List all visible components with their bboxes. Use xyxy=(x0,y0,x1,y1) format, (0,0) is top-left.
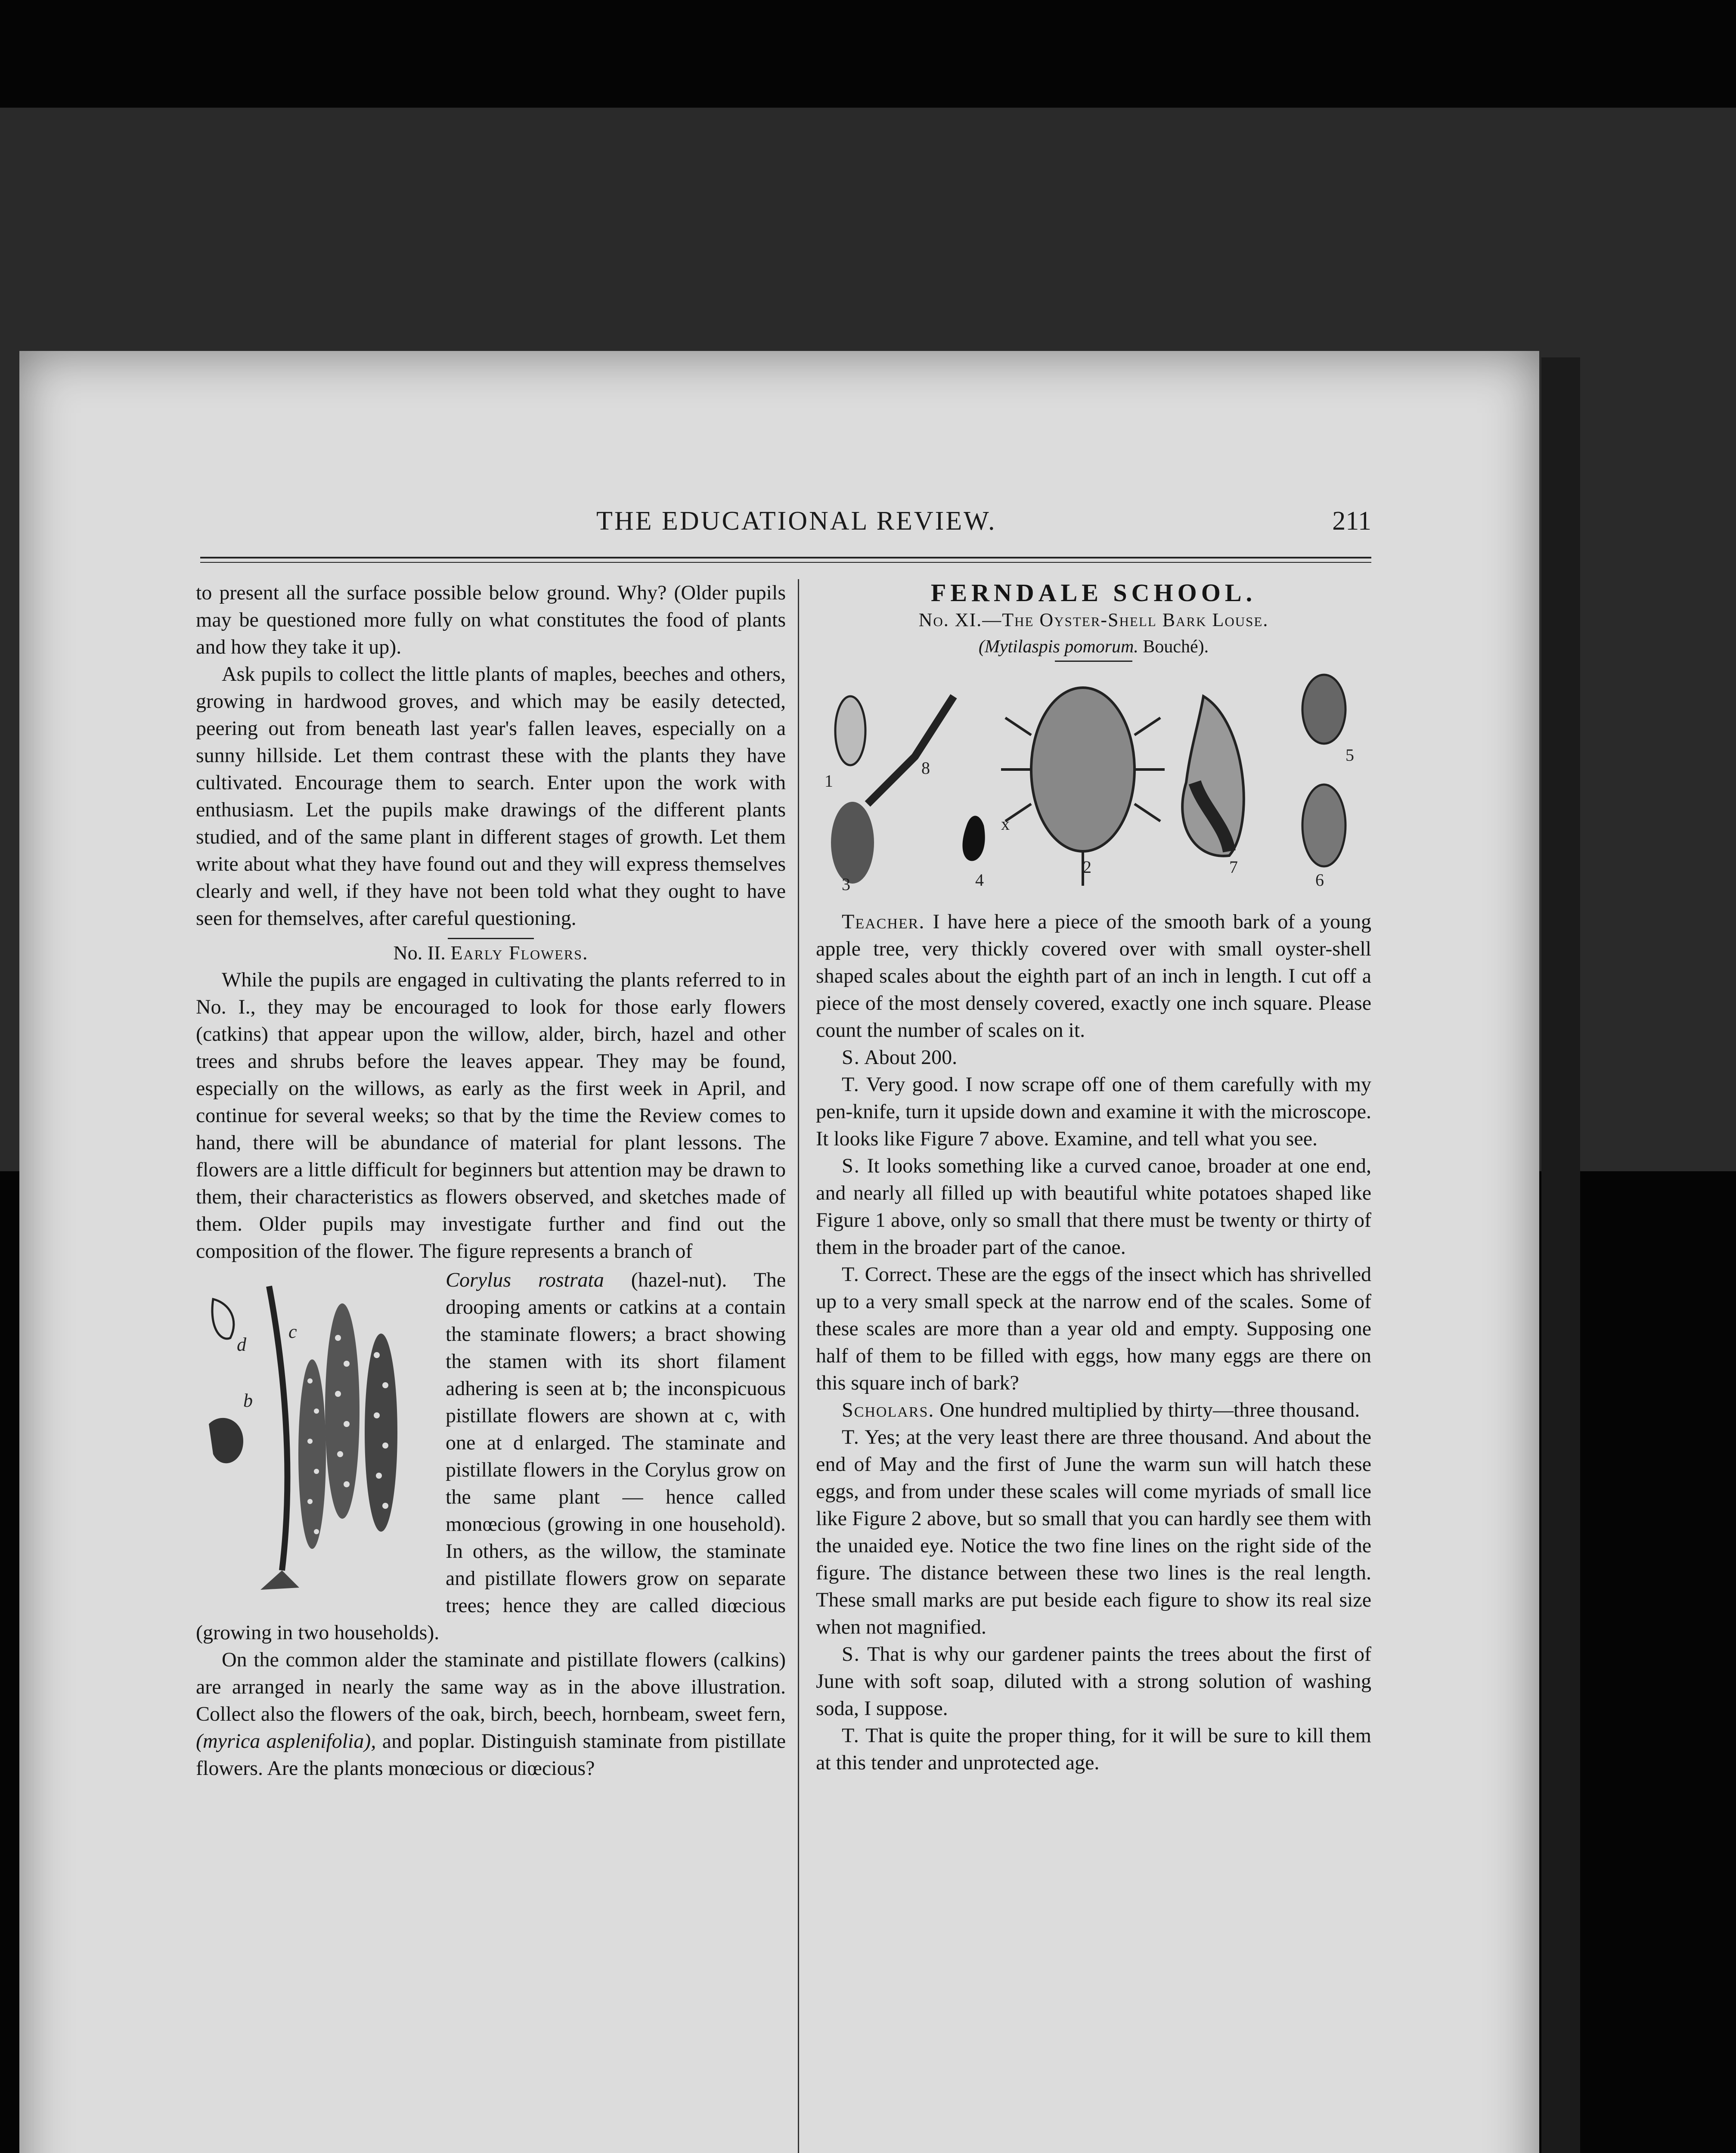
section-title: Early Flowers. xyxy=(450,942,589,964)
figure-label-6: 6 xyxy=(1315,870,1324,890)
header-rule xyxy=(200,557,1371,558)
book-edge xyxy=(1541,357,1580,2153)
header-rule-thin xyxy=(200,562,1371,563)
dialogue-paragraph xyxy=(816,1396,1371,1424)
figure-label-7: 7 xyxy=(1229,857,1238,877)
dialogue-paragraph xyxy=(816,1424,1371,1641)
author-name: Bouché). xyxy=(1143,637,1209,657)
figure-label-1: 1 xyxy=(825,771,833,791)
latin-name-line xyxy=(816,633,1371,661)
figure-label-5: 5 xyxy=(1345,745,1354,765)
figure-label-8: 8 xyxy=(921,758,930,778)
hazel-catkin-illustration xyxy=(196,1269,437,1596)
paragraph xyxy=(196,1646,786,1782)
figure-label-2: 2 xyxy=(1083,857,1091,877)
figure-label-3: 3 xyxy=(842,875,850,894)
left-column xyxy=(196,579,786,1782)
dialogue xyxy=(816,908,1371,1776)
dialogue-text: I have here a piece of the smooth bark of a young apple tree, very thickly covered over with small oyster-shell shaped scales about the eighth part of an inch in length. I cut off a piece of the most densely covered, exactly one inch square. Please count the number of scales on it. xyxy=(816,910,1372,1042)
figure-label-b: b xyxy=(243,1390,253,1411)
heading-rule xyxy=(1055,661,1132,662)
latin-name: (Mytilaspis pomorum. xyxy=(978,637,1138,657)
paragraph-text: While the pupils are engaged in cultivating the plants referred to in No. I., they may be encouraged to look for those early flowers (catkins) that appear upon the willow, alder, birch, hazel and other trees and shrubs before the leaves appear. They may be found, especially on the willows, as early as the first week in April, and continue for several weeks; so that by the time the Review comes to hand, there will be abundance of material for plant lessons. The flowers are a little difficult for beginners but attention may be drawn to them, their characteristics as flowers observed, and sketches made of them. Older pupils may investigate further and find out the composition of the flower. The figure represents a branch of xyxy=(196,968,786,1263)
speaker-label: Teacher. xyxy=(842,910,925,933)
paragraph: to present all the surface possible below ground. Why? (Older pupils may be questioned more fully on what constitutes the food of plants and how they take it up). xyxy=(196,581,786,658)
paragraph-text: On the common alder the staminate and pistillate flowers (calkins) are arranged in nearly the same way as in the above illustration. Collect also the flowers of the oak, birch, beech, hornbeam, sweet fern, xyxy=(196,1648,786,1725)
speaker-label: T. xyxy=(842,1426,860,1449)
right-column xyxy=(816,579,1371,1776)
dialogue-paragraph xyxy=(816,1641,1371,1722)
section-number: No. II. xyxy=(393,942,446,964)
figure-label-d: d xyxy=(237,1334,246,1355)
dialogue-paragraph xyxy=(816,908,1371,1044)
figure-label-x: x xyxy=(1001,814,1010,834)
paragraph-text: and poplar. Distinguish staminate from pistillate flowers. Are the plants monœcious or diœcious? xyxy=(196,1730,786,1780)
speaker-label: S. xyxy=(842,1154,860,1177)
dialogue-text: That is why our gardener paints the trees about the first of June with soft soap, diluted with a strong solution of washing soda, I suppose. xyxy=(816,1643,1372,1720)
page-number: 211 xyxy=(1332,506,1371,536)
speaker-label: T. xyxy=(842,1263,860,1286)
figure-label-4: 4 xyxy=(975,870,984,890)
section-rule xyxy=(448,938,534,939)
speaker-label: T. xyxy=(842,1724,860,1747)
speaker-label: S. xyxy=(842,1046,860,1069)
paragraph-text: (hazel-nut). The drooping aments or catkins at a contain the staminate flowers; a bract showing the stamen with its short filament adhering is seen at b; the inconspicuous pistillate flowers are shown at c, with one at d enlarged. The staminate and pistillate flowers in the Corylus grow on the same plant — hence called monœcious (growing in one household). In others, as the willow, the staminate and pistillate flowers grow on separate trees; hence they are called diœcious (growing in two households). xyxy=(196,1269,786,1644)
dialogue-paragraph xyxy=(816,1044,1371,1071)
bark-louse-illustration xyxy=(816,670,1371,894)
species-name: Corylus rostrata xyxy=(446,1269,604,1291)
dialogue-text: Correct. These are the eggs of the insect which has shrivelled up to a very small speck at the narrow end of the scales. Some of these scales are more than a year old and empty. Supposing one half of them to be filled with eggs, how many eggs are there on this square inch of bark? xyxy=(816,1263,1372,1394)
dialogue-paragraph xyxy=(816,1722,1371,1776)
hazel-figure-block xyxy=(196,1266,786,1646)
dialogue-text: Very good. I now scrape off one of them carefully with my pen-knife, turn it upside down and examine it with the microscope. It looks like Figure 7 above. Examine, and tell what you see. xyxy=(816,1073,1371,1150)
figure-label-c: c xyxy=(288,1321,297,1342)
article-heading: FERNDALE SCHOOL. xyxy=(930,579,1257,607)
paragraph: Ask pupils to collect the little plants of maples, beeches and others, growing in hardwood groves, and which may be easily detected, peering out from beneath last year's fallen leaves, especially on a sunny hillside. Let them contrast these with the plants they have cultivated. Encourage them to search. Enter upon the work with enthusiasm. Let the pupils make drawings of the different plants studied, and of the same plant in different stages of growth. Let them write about what they have found out and they will express themselves clearly and well, if they have not been told what they ought to have seen for themselves, after careful questioning. xyxy=(196,663,786,930)
section-heading xyxy=(196,939,786,966)
document-page xyxy=(19,351,1539,2153)
speaker-label: Scholars. xyxy=(842,1399,935,1421)
dialogue-paragraph xyxy=(816,1261,1371,1396)
column-divider xyxy=(798,579,799,2153)
dialogue-text: That is quite the proper thing, for it will be sure to kill them at this tender and unprotected age. xyxy=(816,1724,1371,1774)
speaker-label: T. xyxy=(842,1073,860,1096)
paragraph xyxy=(196,966,786,1265)
article-subheading: No. XI.—The Oyster-Shell Bark Louse. xyxy=(918,609,1269,630)
dialogue-text: One hundred multiplied by thirty—three thousand. xyxy=(939,1399,1360,1421)
journal-title: THE EDUCATIONAL REVIEW. xyxy=(596,506,997,536)
speaker-label: S. xyxy=(842,1643,860,1666)
dialogue-paragraph xyxy=(816,1071,1371,1152)
dialogue-text: About 200. xyxy=(864,1046,958,1069)
running-header xyxy=(200,506,1371,558)
dialogue-text: It looks something like a curved canoe, broader at one end, and nearly all filled up with beautiful white potatoes shaped like Figure 1 above, only so small that there must be twenty or thirty of them in the broader part of the canoe. xyxy=(816,1154,1372,1259)
dialogue-paragraph xyxy=(816,1152,1371,1261)
species-name: (myrica asplenifolia), xyxy=(196,1730,376,1753)
dialogue-text: Yes; at the very least there are three thousand. And about the end of May and the first of June the warm sun will hatch these eggs, and from under these scales will come myriads of small lice like Figure 2 above, but so small that you can hardly see them with the unaided eye. Notice the two fine lines on the right side of the figure. The distance between these two lines is the real length. These small marks are put beside each figure to show its real size when not magnified. xyxy=(816,1426,1372,1638)
